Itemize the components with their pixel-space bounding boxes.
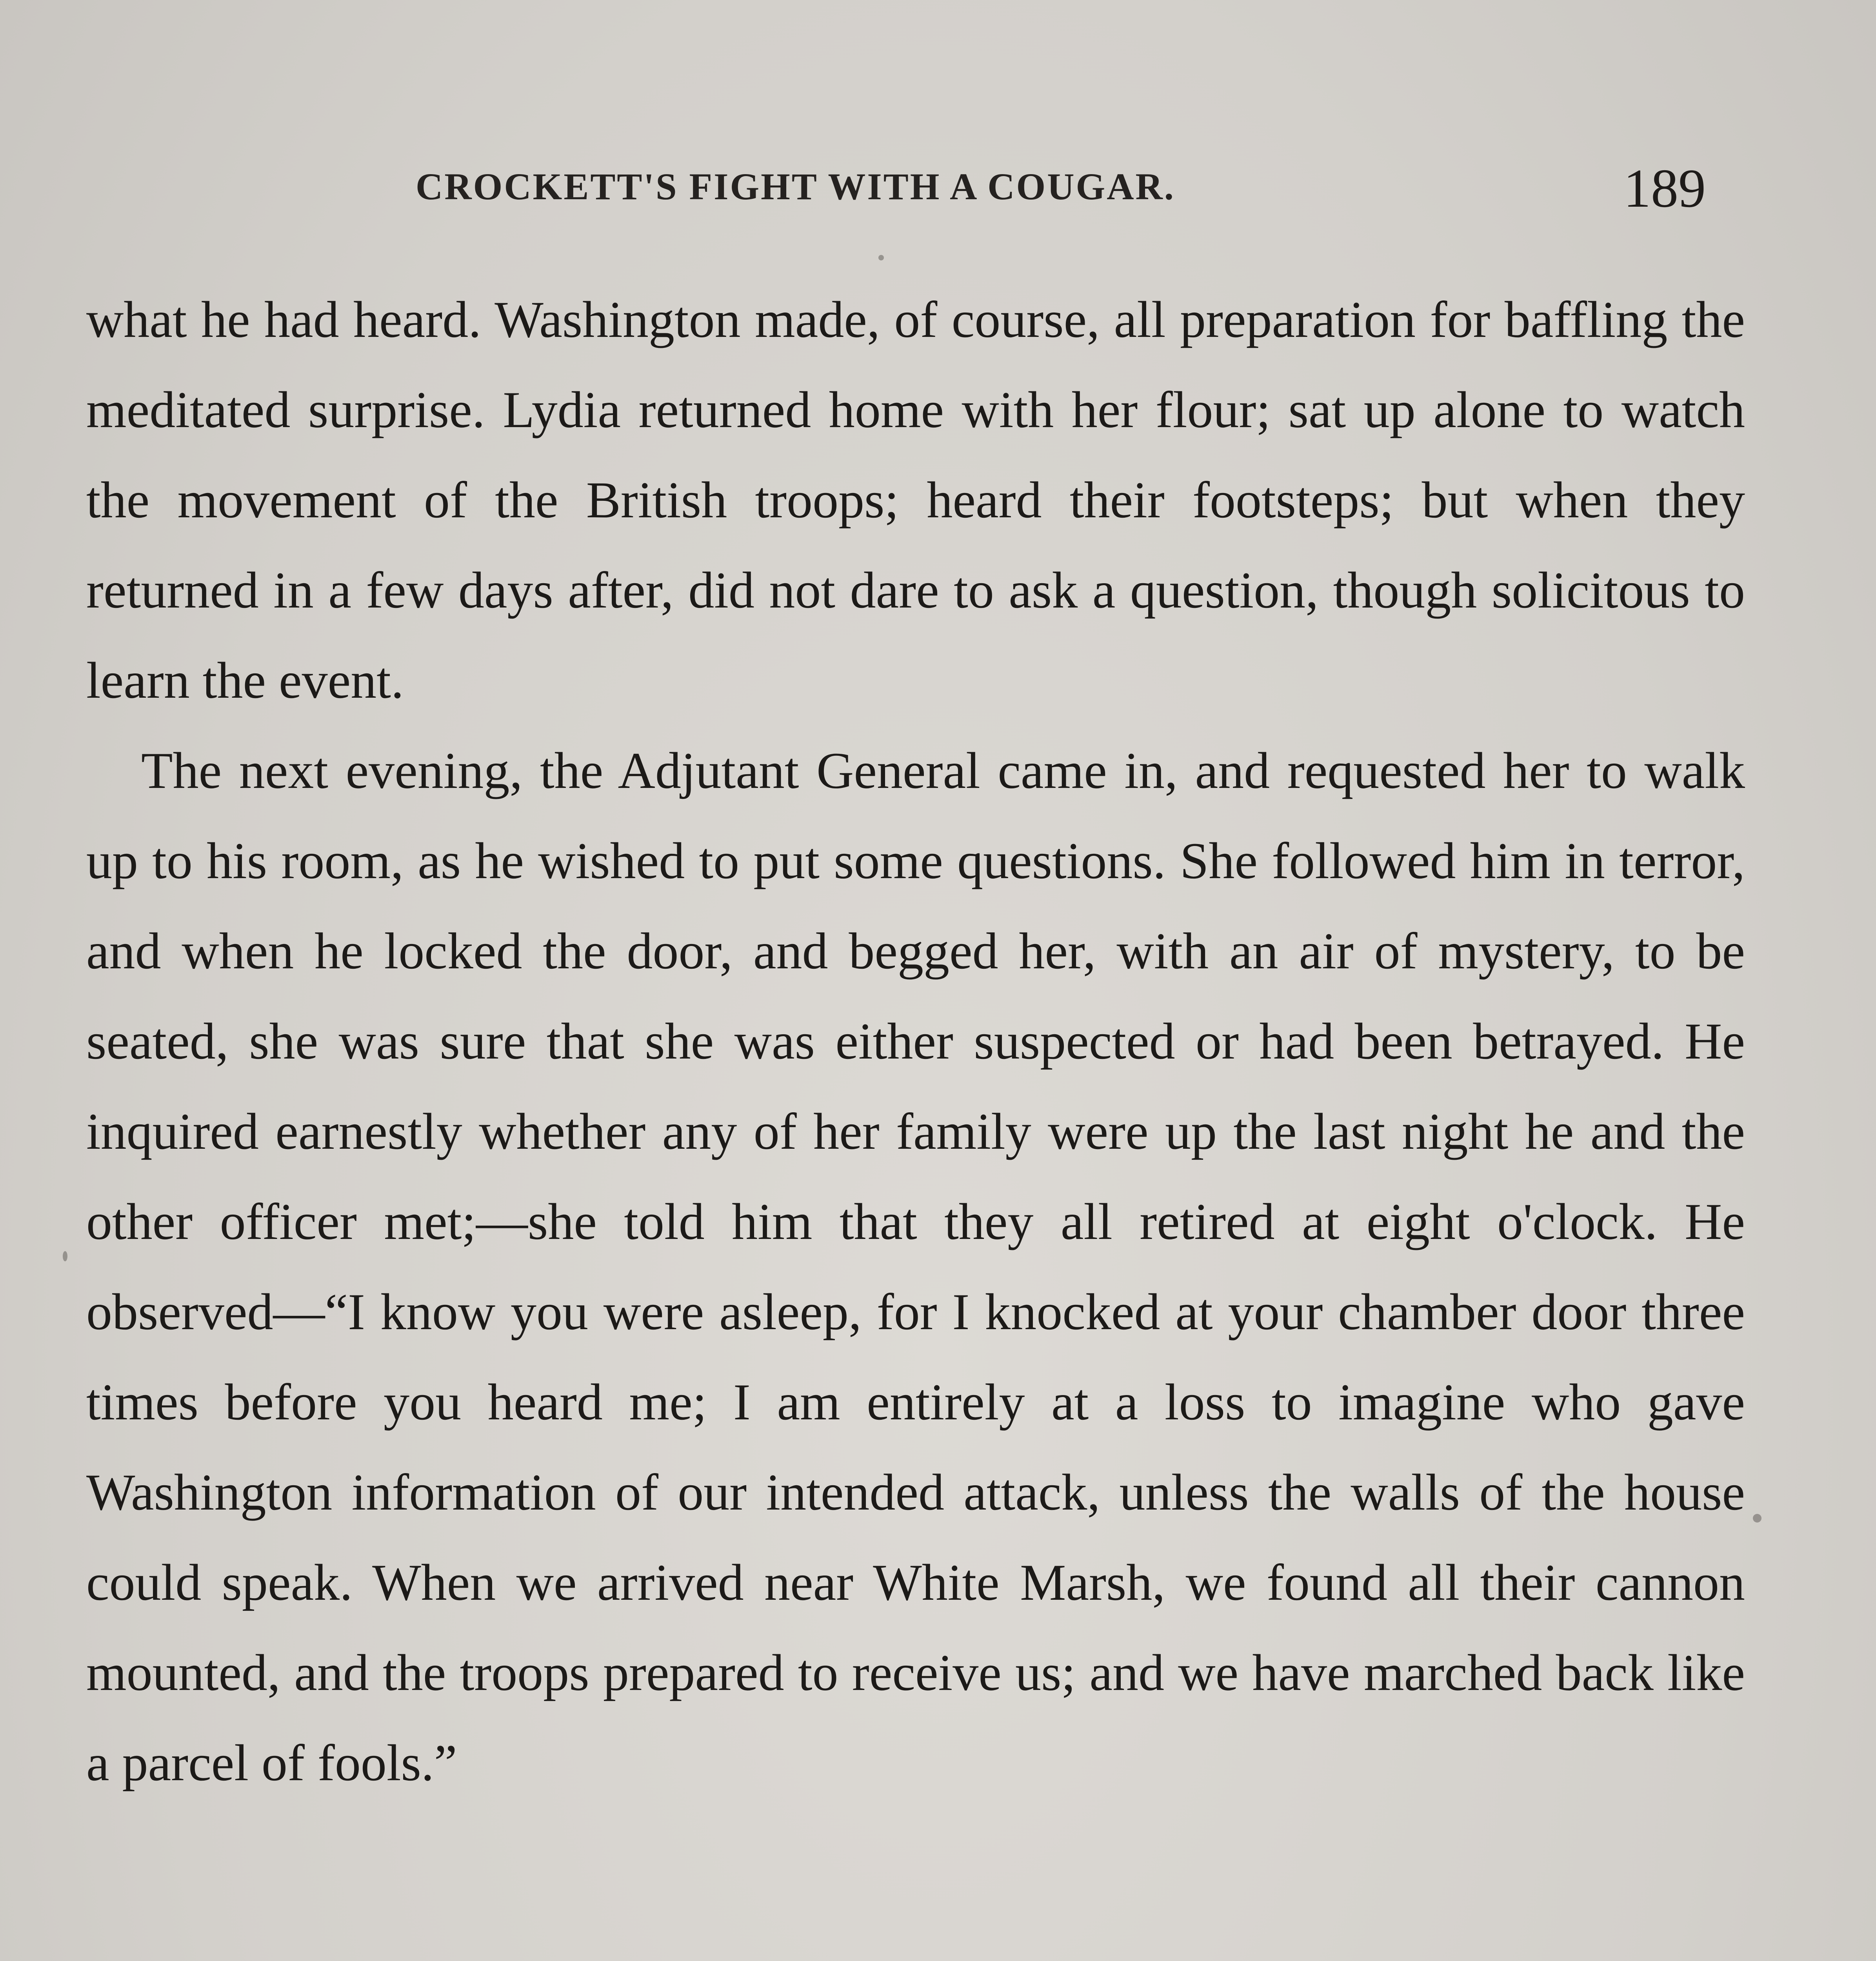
page-number: 189 xyxy=(1623,158,1706,219)
paragraph-continued: what he had heard. Washington made, of course, all preparation for baffling the meditated surprise. Lydia returned home with her flour; sat up alone to watch the movement of the British troops; heard their footsteps; but when they returned in a few days after, did not dare to ask a question, though solicitous to learn the event. xyxy=(86,291,1745,709)
paragraph-adjutant: The next evening, the Adjutant General came in, and requested her to walk up to his room, as he wished to put some questions. She followed him in terror, and when he locked the door, and begged her, with an air of mystery, to be seated, she was sure that she was either suspected or had been betrayed. He inquired earnestly whether any of her family were up the last night he and the other officer met;—she told him that they all retired at eight o'clock. He observed—“I know you were asleep, for I knocked at your chamber door three times before you heard me; I am entirely at a loss to imagine who gave Washington information of our intended attack, unless the walls of the house could speak. When we arrived near White Marsh, we found all their cannon mounted, and the troops prepared to receive us; and we have marched back like a parcel of fools.” xyxy=(86,742,1745,1792)
paper-speck xyxy=(63,1251,67,1261)
paper-speck xyxy=(878,255,884,260)
body-text-continued xyxy=(86,275,1745,726)
paper-speck xyxy=(1753,1514,1761,1523)
running-head: CROCKETT'S FIGHT WITH A COUGAR. xyxy=(416,166,1175,207)
body-text-adjutant xyxy=(86,726,1745,1808)
